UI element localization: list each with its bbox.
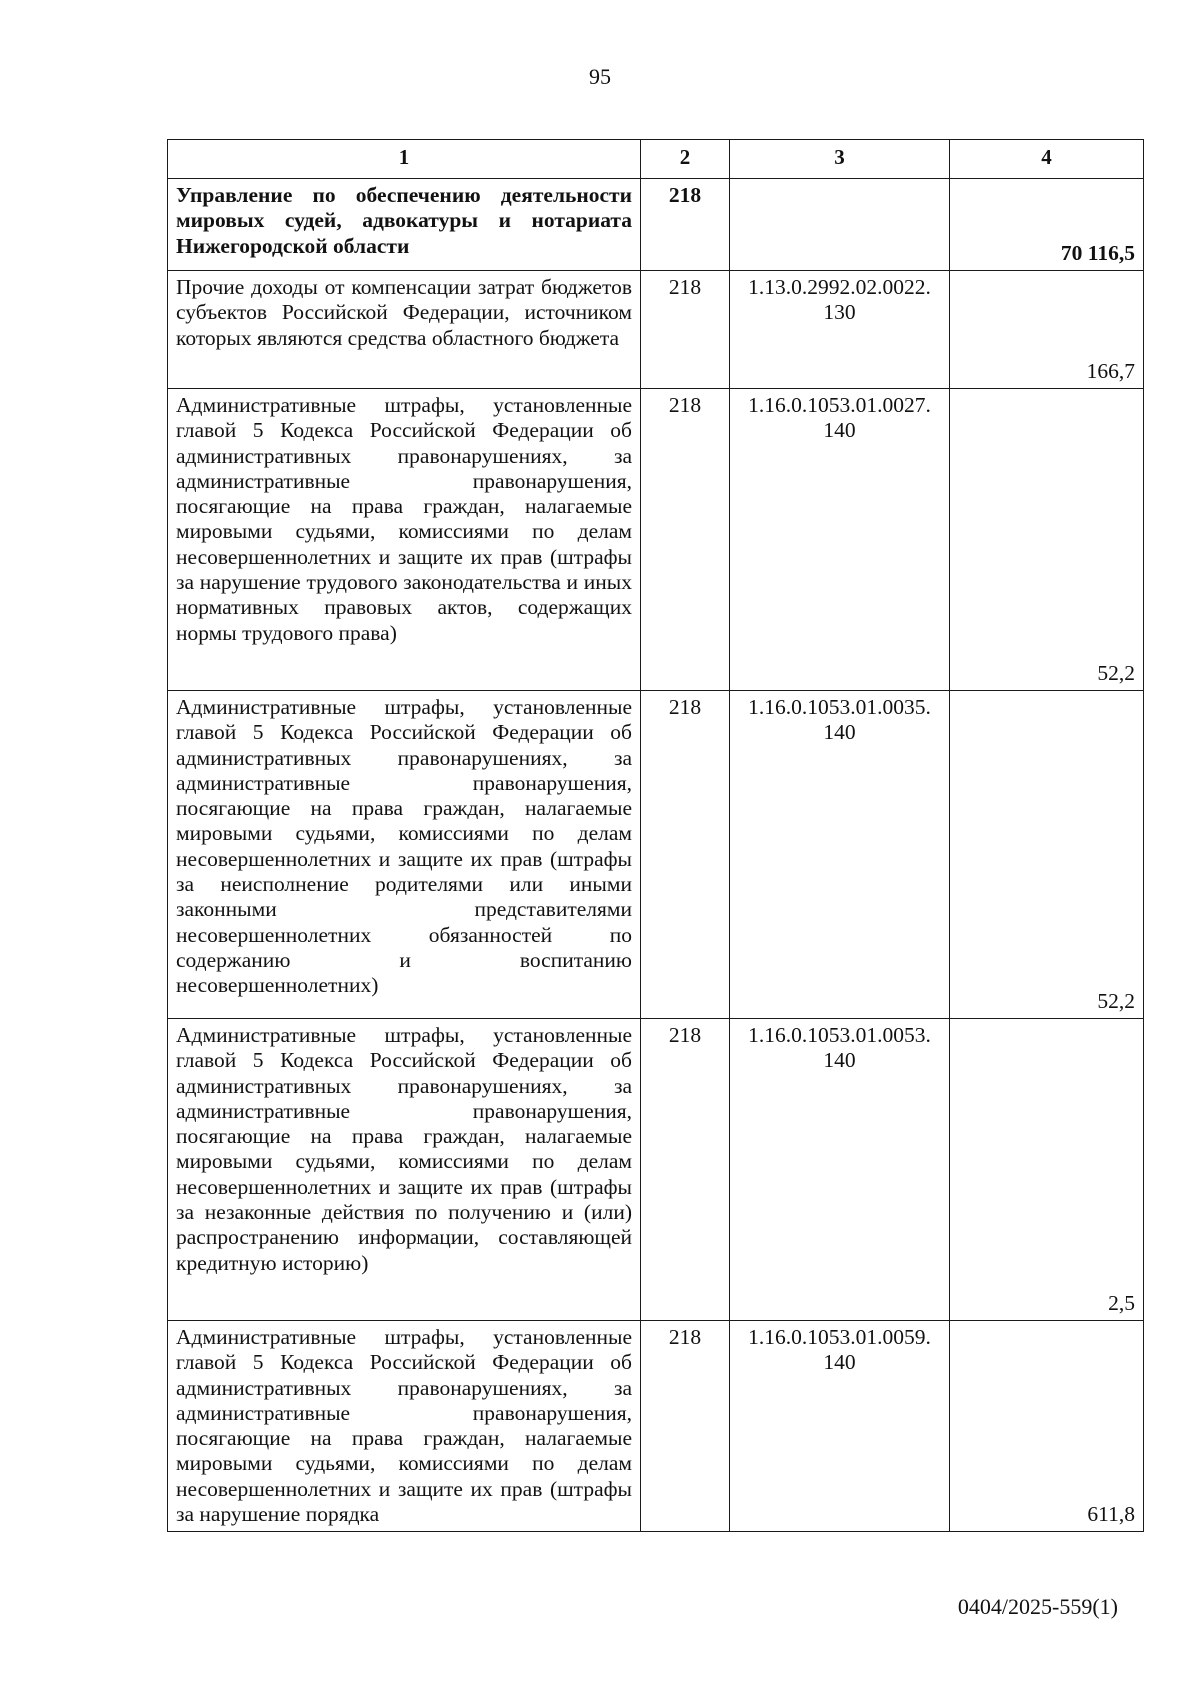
header-col-1: 1 [168,140,641,179]
amount-cell: 52,2 [950,691,1144,1019]
admin-code-cell: 218 [641,271,730,389]
admin-code-cell: 218 [641,1321,730,1532]
classification-code-cell: 1.16.0.1053.01.0035. 140 [730,691,950,1019]
income-name-cell: Прочие доходы от компенсации затрат бюджетов субъектов Российской Федерации, источником которых являются средства областного бюджета [168,271,641,389]
amount-cell: 2,5 [950,1019,1144,1321]
admin-code-cell: 218 [641,389,730,691]
admin-code-cell: 218 [641,691,730,1019]
table-row [168,691,1144,1019]
header-col-3: 3 [730,140,950,179]
table-row [168,179,1144,271]
income-name-cell: Управление по обеспечению деятельности мировых судей, адвокатуры и нотариата Нижегородской области [168,179,641,271]
table-row [168,389,1144,691]
income-name-cell: Административные штрафы, установленные главой 5 Кодекса Российской Федерации об административных правонарушениях, за административные правонарушения, посягающие на права граждан, налагаемые мировыми судьями, комиссиями по делам несовершеннолетних и защите их прав (штрафы за незаконные действия по получению и (или) распространению информации, составляющей кредитную историю) [168,1019,641,1321]
income-name-cell: Административные штрафы, установленные главой 5 Кодекса Российской Федерации об административных правонарушениях, за административные правонарушения, посягающие на права граждан, налагаемые мировыми судьями, комиссиями по делам несовершеннолетних и защите их прав (штрафы за нарушение порядка [168,1321,641,1532]
table-row [168,1019,1144,1321]
revenue-table [167,139,1144,1532]
table-header-row [168,140,1144,179]
page-number: 95 [589,64,611,89]
amount-cell: 70 116,5 [950,179,1144,271]
classification-code-cell: 1.16.0.1053.01.0027. 140 [730,389,950,691]
header-col-4: 4 [950,140,1144,179]
classification-code-cell [730,179,950,271]
admin-code-cell: 218 [641,179,730,271]
amount-cell: 611,8 [950,1321,1144,1532]
admin-code-cell: 218 [641,1019,730,1321]
income-name-cell: Административные штрафы, установленные главой 5 Кодекса Российской Федерации об административных правонарушениях, за административные правонарушения, посягающие на права граждан, налагаемые мировыми судьями, комиссиями по делам несовершеннолетних и защите их прав (штрафы за нарушение трудового законодательства и иных нормативных правовых актов, содержащих нормы трудового права) [168,389,641,691]
classification-code-cell: 1.16.0.1053.01.0059. 140 [730,1321,950,1532]
table-row [168,271,1144,389]
amount-cell: 166,7 [950,271,1144,389]
table-row [168,1321,1144,1532]
income-name-cell: Административные штрафы, установленные главой 5 Кодекса Российской Федерации об административных правонарушениях, за административные правонарушения, посягающие на права граждан, налагаемые мировыми судьями, комиссиями по делам несовершеннолетних и защите их прав (штрафы за неисполнение родителями или иными законными представителями несовершеннолетних обязанностей по содержанию и воспитанию несовершеннолетних) [168,691,641,1019]
document-registration-code: 0404/2025-559(1) [957,1594,1118,1619]
amount-cell: 52,2 [950,389,1144,691]
header-col-2: 2 [641,140,730,179]
classification-code-cell: 1.13.0.2992.02.0022. 130 [730,271,950,389]
classification-code-cell: 1.16.0.1053.01.0053. 140 [730,1019,950,1321]
